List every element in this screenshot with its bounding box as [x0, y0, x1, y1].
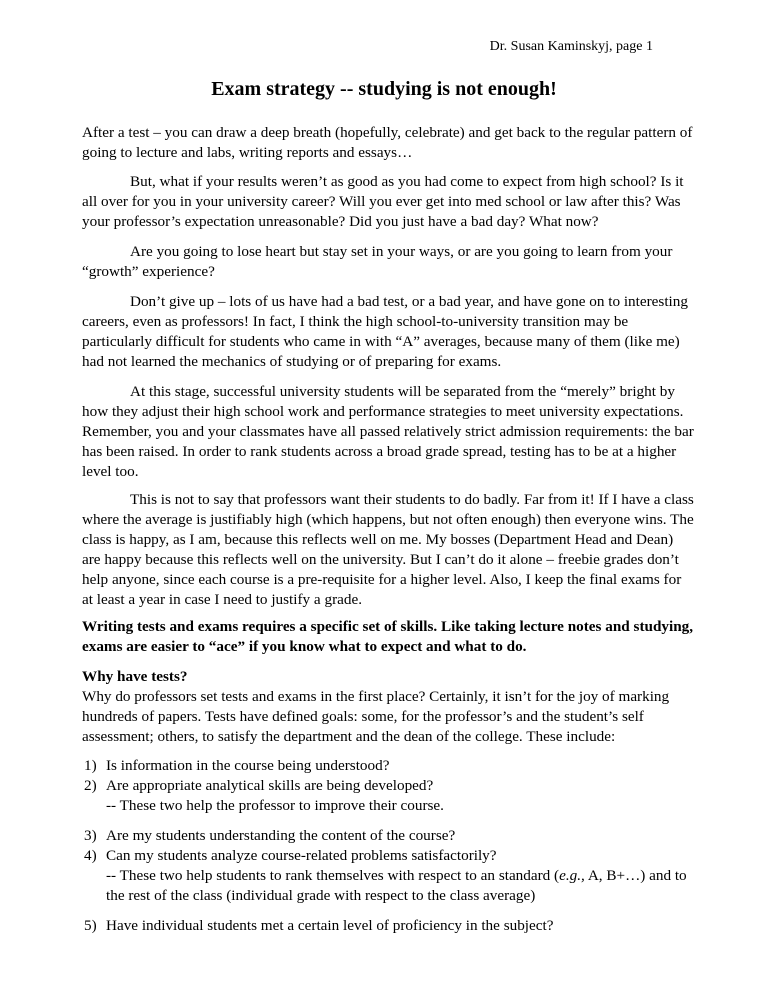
list-note	[82, 866, 694, 906]
list-item-text: Are appropriate analytical skills are being developed?	[106, 777, 434, 794]
list-item-text: Are my students understanding the content of the course?	[106, 827, 456, 844]
goals-list-group-2	[82, 826, 694, 906]
section-heading-why-tests: Why have tests?	[82, 668, 188, 685]
list-note-eg: e.g.,	[559, 867, 585, 884]
list-item-number: 3)	[84, 827, 97, 844]
list-note-text: -- These two help students to rank themselves with respect to an standard (	[106, 867, 560, 884]
list-item-text: Can my students analyze course-related problems satisfactorily?	[106, 847, 497, 864]
page-title: Exam strategy -- studying is not enough!	[211, 78, 557, 100]
paragraph-what-if: But, what if your results weren’t as good as you had come to expect from high school? Is it all over for you in your university career? Will you ever get into med school or law after this? Was your professor’s expectation unreasonable? Did you just have a bad day? What now?	[82, 173, 684, 230]
list-item-number: 1)	[84, 757, 97, 774]
list-item	[82, 826, 694, 846]
paragraph-why-tests: Why do professors set tests and exams in the first place? Certainly, it isn’t for the joy of marking hundreds of papers. Tests have defined goals: some, for the professor’s and the student’s self assessment; others, to satisfy the department and the dean of the college. These include:	[82, 688, 670, 745]
running-header: Dr. Susan Kaminskyj, page 1	[489, 39, 653, 54]
list-item-number: 2)	[84, 777, 97, 794]
list-item-text: Have individual students met a certain level of proficiency in the subject?	[106, 917, 554, 934]
goals-list-group-3	[82, 916, 694, 936]
bold-statement: Writing tests and exams requires a specific set of skills. Like taking lecture notes and studying, exams are easier to “ace” if you know what to expect and what to do.	[82, 618, 694, 655]
list-item-number: 4)	[84, 847, 97, 864]
list-item	[82, 756, 694, 776]
paragraph-not-to-say: This is not to say that professors want their students to do badly. Far from it! If I have a class where the average is justifiably high (which happens, but not often enough) then everyone wins. The class is happy, as I am, because this reflects well on me. My bosses (Department Head and Dean) are happy because this reflects well on the university. But I can’t do it alone – freebie grades don’t help anyone, since each course is a pre-requisite for a higher level. Also, I keep the final exams for at least a year in case I need to justify a grade.	[82, 491, 694, 608]
list-item-number: 5)	[84, 917, 97, 934]
list-item-text: Is information in the course being understood?	[106, 757, 390, 774]
list-item	[82, 846, 694, 866]
list-item	[82, 916, 694, 936]
goals-list-group-1	[82, 756, 694, 816]
list-note-text-continued: A, B+…) and to the rest of the class (individual grade with respect to the class average)	[106, 867, 687, 904]
list-note: -- These two help the professor to improve their course.	[106, 797, 444, 814]
intro-paragraph: After a test – you can draw a deep breath (hopefully, celebrate) and get back to the regular pattern of going to lecture and labs, writing reports and essays…	[82, 124, 693, 161]
paragraph-successful-students: At this stage, successful university students will be separated from the “merely” bright by how they adjust their high school work and performance strategies to meet university expectations. Remember, you and your classmates have all passed relatively strict admission requirements: the bar has been raised. In order to rank students across a broad grade spread, testing has to be at a higher level too.	[82, 383, 694, 480]
paragraph-lose-heart: Are you going to lose heart but stay set in your ways, or are you going to learn from your “growth” experience?	[82, 243, 673, 280]
paragraph-dont-give-up: Don’t give up – lots of us have had a bad test, or a bad year, and have gone on to interesting careers, even as professors! In fact, I think the high school-to-university transition may be particularly difficult for students who came in with “A” averages, because many of them (like me) had not learned the mechanics of studying or of preparing for exams.	[82, 293, 688, 370]
list-item	[82, 776, 694, 796]
